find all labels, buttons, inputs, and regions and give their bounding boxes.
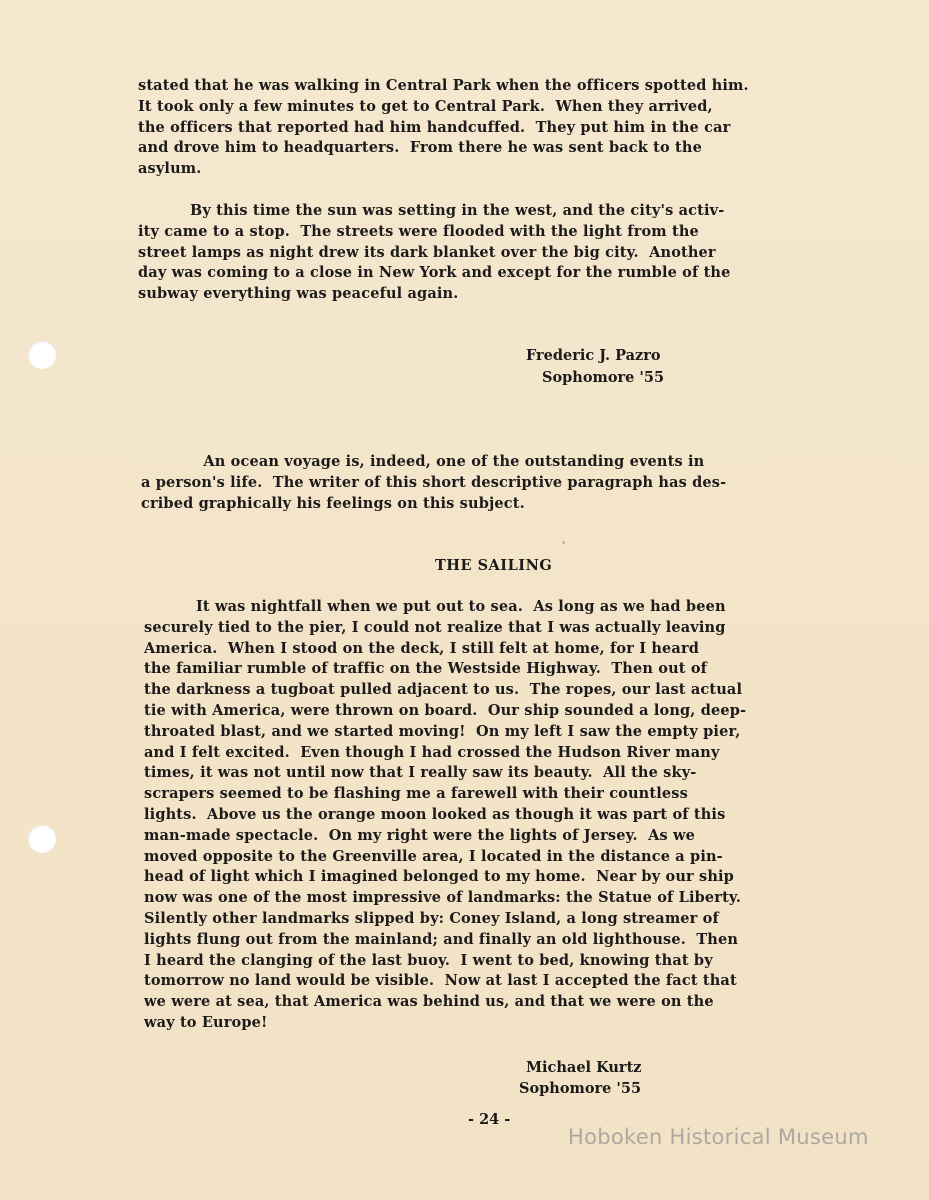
story-line: tomorrow no land would be visible. Now at last I accepted the fact that [144, 972, 737, 990]
story-line: the darkness a tugboat pulled adjacent to us. The ropes, our last actual [144, 681, 743, 699]
signature-pazro-class: Sophomore '55 [542, 369, 665, 386]
paragraph-evening-line: subway everything was peaceful again. [138, 285, 459, 303]
story-line: It was nightfall when we put out to sea. As long as we had been [144, 598, 726, 615]
story-line: head of light which I imagined belonged to my home. Near by our ship [144, 868, 734, 886]
story-title: THE SAILING [435, 557, 553, 574]
paragraph-evening-line: By this time the sun was setting in the west, and the city's activ- [138, 202, 725, 219]
story-line: scrapers seemed to be flashing me a farewell with their countless [144, 785, 688, 803]
story-line: throated blast, and we started moving! On my left I saw the empty pier, [144, 722, 741, 740]
paragraph-continuation-line: It took only a few minutes to get to Central Park. When they arrived, [138, 97, 713, 115]
story-line: I heard the clanging of the last buoy. I went to bed, knowing that by [144, 951, 713, 969]
paragraph-continuation [138, 76, 749, 180]
story-line: man-made spectacle. On my right were the lights of Jersey. As we [144, 826, 696, 844]
paragraph-evening-line: street lamps as night drew its dark blanket over the big city. Another [138, 243, 716, 261]
museum-watermark: Hoboken Historical Museum [568, 1125, 869, 1149]
paragraph-evening-line: ity came to a stop. The streets were flooded with the light from the [138, 222, 699, 240]
introduction-line: An ocean voyage is, indeed, one of the outstanding events in [141, 453, 705, 470]
paragraph-continuation-line: and drove him to headquarters. From there he was sent back to the [138, 139, 702, 157]
page-number: - 24 - [468, 1111, 511, 1128]
story-line: America. When I stood on the deck, I still felt at home, for I heard [144, 639, 700, 657]
story-body [144, 597, 746, 1034]
story-line: we were at sea, that America was behind us, and that we were on the [144, 993, 714, 1011]
story-line: and I felt excited. Even though I had crossed the Hudson River many [144, 743, 720, 761]
editor-introduction [141, 452, 726, 514]
story-line: the familiar rumble of traffic on the Westside Highway. Then out of [144, 660, 708, 678]
stray-mark: › [562, 538, 566, 547]
story-line: lights. Above us the orange moon looked as though it was part of this [144, 805, 726, 823]
story-line: times, it was not until now that I really saw its beauty. All the sky- [144, 764, 697, 782]
signature-kurtz-name: Michael Kurtz [526, 1059, 642, 1076]
paragraph-evening-line: day was coming to a close in New York and except for the rumble of the [138, 264, 731, 282]
story-line: way to Europe! [144, 1013, 268, 1031]
binder-hole-top [28, 341, 56, 369]
story-line: moved opposite to the Greenville area, I located in the distance a pin- [144, 847, 723, 865]
story-line: securely tied to the pier, I could not realize that I was actually leaving [144, 618, 726, 636]
introduction-line: a person's life. The writer of this short descriptive paragraph has des- [141, 473, 727, 491]
paragraph-continuation-line: asylum. [138, 160, 202, 178]
introduction-line: cribed graphically his feelings on this subject. [141, 494, 525, 512]
story-line: tie with America, were thrown on board. Our ship sounded a long, deep- [144, 701, 747, 719]
story-line: now was one of the most impressive of landmarks: the Statue of Liberty. [144, 889, 742, 907]
paragraph-continuation-line: the officers that reported had him handcuffed. They put him in the car [138, 118, 731, 136]
paragraph-evening [138, 201, 731, 305]
binder-hole-bottom [28, 825, 56, 853]
story-line: Silently other landmarks slipped by: Coney Island, a long streamer of [144, 909, 719, 927]
story-line: lights flung out from the mainland; and finally an old lighthouse. Then [144, 930, 739, 948]
signature-kurtz-class: Sophomore '55 [519, 1080, 642, 1097]
signature-pazro-name: Frederic J. Pazro [526, 347, 661, 364]
paragraph-continuation-line: stated that he was walking in Central Park when the officers spotted him. [138, 77, 749, 94]
